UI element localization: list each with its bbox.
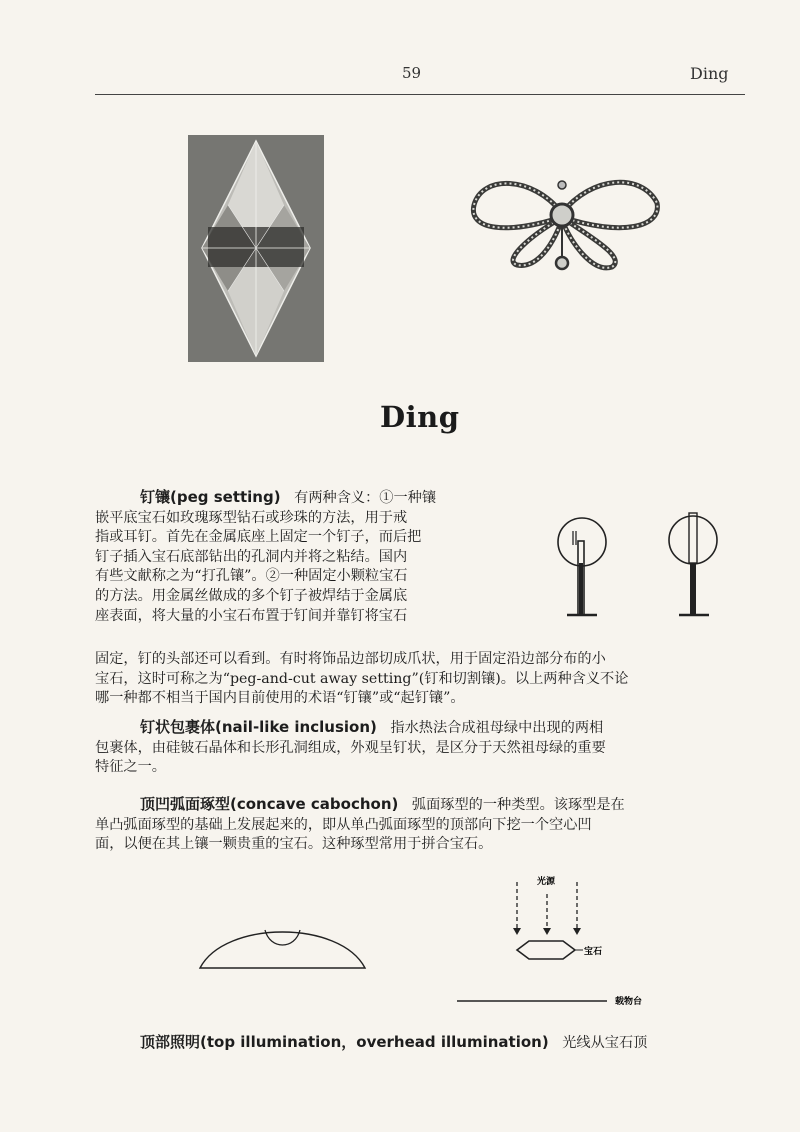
entry-line: 钉镶(peg setting) 有两种含义：①一种镶	[140, 488, 437, 506]
term-nail-like-inclusion: 钉状包裹体(nail-like inclusion)	[140, 718, 377, 736]
header-rule	[95, 94, 745, 95]
entry-top-illumination	[95, 1033, 750, 1054]
term-top-illumination: 顶部照明(top illumination，overhead illumination)	[140, 1033, 549, 1051]
light-source-label: 光源	[537, 877, 556, 887]
term-concave-cabochon: 顶凹弧面琢型(concave cabochon)	[140, 795, 399, 813]
entry-line: 的方法。用金属丝做成的多个钉子被焊结于金属底	[95, 587, 408, 604]
entry-line: 单凸弧面琢型的基础上发展起来的，即从单凸弧面琢型的顶部向下挖一个空心凹	[95, 816, 592, 833]
bow-brooch-photo	[462, 165, 667, 285]
entry-line: 固定，钉的头部还可以看到。有时将饰品边部切成爪状，用于固定沿边部分布的小	[95, 651, 606, 667]
peg-setting-diagram	[545, 505, 750, 630]
entry-line: 顶部照明(top illumination，overhead illumination) 光线从宝石顶	[140, 1033, 648, 1051]
term-peg-setting: 钉镶(peg setting)	[140, 488, 281, 506]
running-title: Ding	[690, 64, 729, 83]
marquise-diamond-photo	[188, 135, 324, 362]
concave-cabochon-diagram	[195, 915, 370, 975]
entry-line: 顶凹弧面琢型(concave cabochon) 弧面琢型的一种类型。该琢型是在	[140, 795, 625, 813]
entry-line: 座表面，将大量的小宝石布置于钉间并靠钉将宝石	[95, 607, 408, 624]
entry-nail-like-inclusion	[95, 718, 750, 778]
entry-line: 钉状包裹体(nail-like inclusion) 指水热法合成祖母绿中出现的两相	[140, 718, 604, 736]
entry-concave-cabochon	[95, 795, 750, 855]
entry-line: 包裹体，由硅铍石晶体和长形孔洞组成，外观呈钉状，是区分于天然祖母绿的重要	[95, 739, 606, 756]
entry-peg-setting-wrapped	[95, 488, 515, 626]
entry-line: 宝石，这时可称之为“peg-and-cut away setting”(钉和切割镶)。以上两种含义不论	[95, 670, 629, 687]
entry-line: 面，以便在其上镶一颗贵重的宝石。这种琢型常用于拼合宝石。	[95, 836, 493, 853]
entry-peg-setting-full	[95, 650, 750, 709]
section-title: Ding	[380, 400, 460, 434]
top-illumination-diagram	[455, 870, 685, 1015]
entry-line: 指或耳钉。首先在金属底座上固定一个钉子，而后把	[95, 529, 422, 546]
page-number: 59	[402, 64, 422, 82]
entry-line: 嵌平底宝石如玫瑰琢型钻石或珍珠的方法，用于戒	[95, 509, 408, 526]
gemstone-label: 宝石	[584, 947, 603, 957]
entry-line: 有些文献称之为“打孔镶”。②一种固定小颗粒宝石	[95, 568, 408, 585]
entry-line: 哪一种都不相当于国内目前使用的术语“钉镶”或“起钉镶”。	[95, 690, 465, 707]
entry-line: 特征之一。	[95, 759, 166, 776]
entry-line: 钉子插入宝石底部钻出的孔洞内并将之粘结。国内	[95, 548, 408, 565]
stage-label: 载物台	[615, 997, 643, 1007]
